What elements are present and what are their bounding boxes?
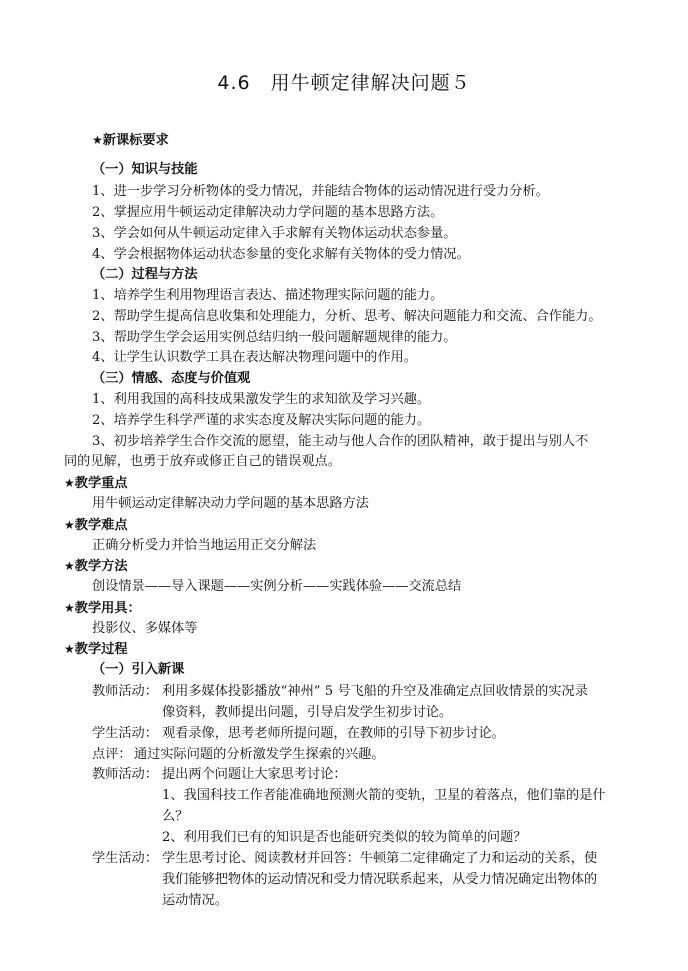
knowledge-item-1: 1、进一步学习分析物体的受力情况，并能结合物体的运动情况进行受力分析。 <box>92 184 549 199</box>
question-1-line-1: 1、我国科技工作者能准确地预测火箭的变轨，卫星的着落点，他们靠的是什 <box>162 788 606 803</box>
process-item-3: 3、帮助学生学会运用实例总结归纳一般问题解题规律的能力。 <box>92 330 457 345</box>
student-activity-1-text: 观看录像，思考老师所提问题，在教师的引导下初步讨论。 <box>162 726 505 741</box>
section-heading-method <box>64 556 128 577</box>
process-item-2: 2、帮助学生提高信息收集和处理能力，分析、思考、解决问题能力和交流、合作能力。 <box>92 309 602 324</box>
section-heading-text: 教学难点 <box>74 518 128 533</box>
question-1-line-2: 么？ <box>162 809 189 824</box>
section-heading-process <box>64 639 128 660</box>
difficulties-text: 正确分析受力并恰当地运用正交分解法 <box>92 538 317 553</box>
subsection-introduction: （一）引入新课 <box>92 662 185 677</box>
question-2: 2、利用我们已有的知识是否也能研究类似的较为简单的问题？ <box>162 830 527 845</box>
document-title: 4.6 用牛顿定律解决问题５ <box>217 72 471 94</box>
subsection-process: （二）过程与方法 <box>92 267 198 282</box>
star-icon: ★ <box>64 559 75 573</box>
knowledge-item-2: 2、掌握应用牛顿运动定律解决动力学问题的基本思路方法。 <box>92 205 444 220</box>
teacher-activity-2-text: 提出两个问题让大家思考讨论： <box>162 767 347 782</box>
section-heading-difficulties <box>64 515 128 536</box>
teacher-activity-1-label: 教师活动： <box>92 684 158 699</box>
emotion-item-3-line-1: 3、初步培养学生合作交流的愿望，能主动与他人合作的团队精神，敢于提出与别人不 <box>92 434 589 449</box>
knowledge-item-3: 3、学会如何从牛顿运动定律入手求解有关物体运动状态参量。 <box>92 226 457 241</box>
section-heading-requirements <box>92 130 169 151</box>
teacher-activity-1-line-1: 利用多媒体投影播放“神州” 5 号飞船的升空及准确定点回收情景的实况录 <box>162 684 588 699</box>
teacher-activity-2-label: 教师活动： <box>92 767 158 782</box>
star-icon: ★ <box>64 601 75 615</box>
subsection-emotion: （三）情感、态度与价值观 <box>92 371 251 386</box>
process-item-1: 1、培养学生利用物理语言表达、描述物理实际问题的能力。 <box>92 288 444 303</box>
section-heading-text: 教学重点 <box>74 476 128 491</box>
process-item-4: 4、让学生认识数学工具在表达解决物理问题中的作用。 <box>92 350 417 365</box>
section-heading-text: 教学方法 <box>74 559 128 574</box>
section-heading-tools <box>64 598 141 619</box>
teacher-activity-1-line-2: 像资料，教师提出问题，引导启发学生初步讨论。 <box>162 705 453 720</box>
student-activity-2-line-2: 我们能够把物体的运动情况和受力情况联系起来，从受力情况确定出物体的 <box>162 872 598 887</box>
star-icon: ★ <box>64 476 75 490</box>
knowledge-item-4: 4、学会根据物体运动状态参量的变化求解有关物体的受力情况。 <box>92 247 470 262</box>
tools-text: 投影仪、多媒体等 <box>92 621 198 636</box>
subsection-knowledge: （一）知识与技能 <box>92 162 198 177</box>
star-icon: ★ <box>64 642 75 656</box>
student-activity-2-line-1: 学生思考讨论、阅读教材并回答：牛顿第二定律确定了力和运动的关系，使 <box>162 851 598 866</box>
section-heading-text: 教学用具： <box>74 601 141 616</box>
student-activity-2-line-3: 运动情况。 <box>162 893 228 908</box>
emotion-item-3-line-2: 同的见解，也勇于放弃或修正自己的错误观点。 <box>64 454 341 469</box>
star-icon: ★ <box>64 518 75 532</box>
emotion-item-2: 2、培养学生科学严谨的求实态度及解决实际问题的能力。 <box>92 413 431 428</box>
key-points-text: 用牛顿运动定律解决动力学问题的基本思路方法 <box>92 496 369 511</box>
section-heading-text: 教学过程 <box>74 642 128 657</box>
section-heading-text: 新课标要求 <box>102 133 169 148</box>
student-activity-2-label: 学生活动： <box>92 851 158 866</box>
section-heading-key-points <box>64 473 128 494</box>
comment-label: 点评： <box>92 747 132 762</box>
student-activity-1-label: 学生活动： <box>92 726 158 741</box>
method-text: 创设情景——导入课题——实例分析——实践体验——交流总结 <box>92 579 462 594</box>
emotion-item-1: 1、利用我国的高科技成果激发学生的求知欲及学习兴趣。 <box>92 392 431 407</box>
comment-text: 通过实际问题的分析激发学生探索的兴趣。 <box>134 747 385 762</box>
star-icon: ★ <box>92 133 103 147</box>
